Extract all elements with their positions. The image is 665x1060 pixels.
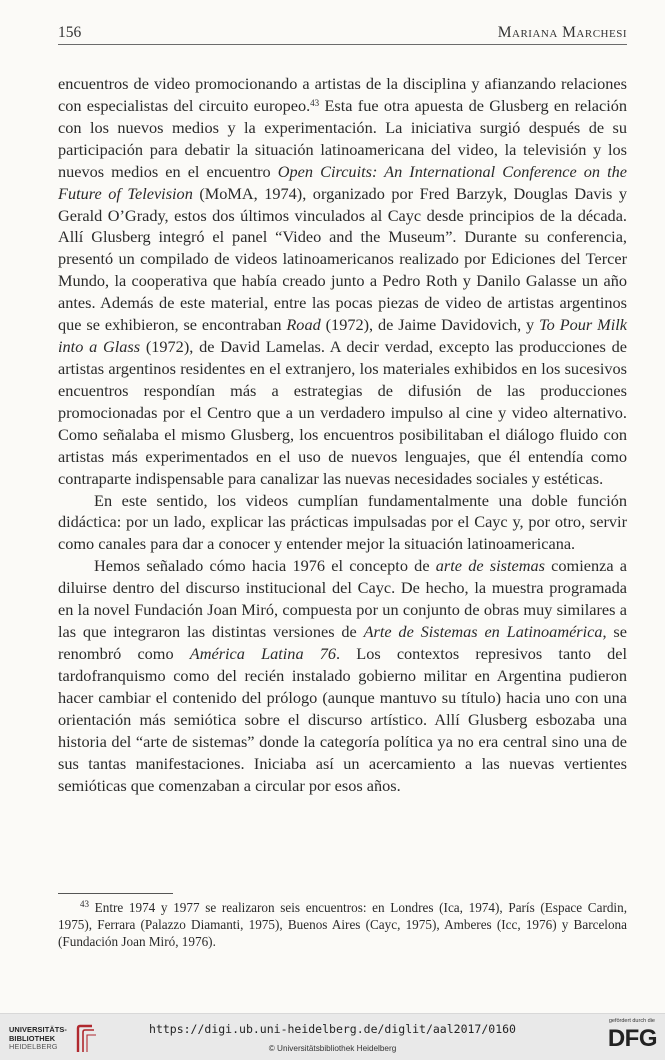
paragraph-2: En este sentido, los videos cumplían fundamentalmente una doble función didáctica: por un lado, explicar las prácticas impulsadas por el Cayc y, por otro, servir como canales para dar a conocer y entender mejor la situación latinoamericana. xyxy=(58,490,627,554)
library-line-3: HEIDELBERG xyxy=(9,1042,58,1052)
p3-text-4: . Los contextos represivos tanto del tardofranquismo como del recién instalado gobierno militar en Argentina pudieron hacer cambiar el contenido del prólogo (aunque mantuvo su título) hacia uno con una orientación más semiótica sobre el discurso artístico. Allí Glusberg esbozaba una historia del “arte de sistemas” donde la categoría política ya no era central sino una de sus tantas manifestaciones. Iniciaba así un acercamiento a las nuevas vertientes semióticas que comenzaban a circular por esos años. xyxy=(58,643,628,795)
body-text xyxy=(58,73,627,796)
dfg-logo[interactable] xyxy=(591,1018,657,1056)
running-header xyxy=(58,22,627,45)
p1-text-3: (MoMA, 1974), organizado por Fred Barzyk, Douglas Davis y Gerald O’Grady, estos dos últimos vinculados al Cayc desde principios de la década. Allí Glusberg integró el panel “Video and the Museum”. Durante su conferencia, presentó un compilado de videos latinoamericanos realizado por Ediciones del Tercer Mundo, la cooperativa que había creado junto a Pedro Roth y Danilo Galasse un año antes. Además de este material, entre las pocas piezas de video de artistas argentinos que se exhibieron, se encontraban xyxy=(58,183,627,335)
footnote-ref-43[interactable]: 43 xyxy=(310,97,320,108)
p1-text-2: Esta fue otra apuesta de Glusberg en relación con los nuevos medios y la experimentación. La iniciativa surgió después de su participación para debatir la situación latinoamericana del video, la televisión y los nuevos medios en el encuentro xyxy=(58,95,627,181)
p1-text-1: encuentros de video promocionando a artistas de la disciplina y afianzando relaciones con especialistas del circuito europeo. xyxy=(58,74,627,115)
p3-text-1: Hemos señalado cómo hacia 1976 el concepto de xyxy=(94,556,436,576)
library-line-2: BIBLIOTHEK xyxy=(9,1033,56,1043)
copyright-notice: © Universitätsbibliothek Heidelberg xyxy=(268,1044,397,1053)
title-open-circuits: Open Circuits: An International Conference on the Future of Television xyxy=(58,161,627,203)
page-number: 156 xyxy=(58,24,82,41)
title-to-pour-milk: To Pour Milk into a Glass xyxy=(58,315,627,357)
digitization-footer xyxy=(0,1013,665,1060)
running-head-author: Mariana Marchesi xyxy=(497,24,627,41)
permalink-url[interactable]: https://digi.ub.uni-heidelberg.de/diglit/aal2017/0160 xyxy=(149,1022,516,1036)
paragraph-3 xyxy=(58,555,627,796)
title-road: Road xyxy=(286,315,321,335)
term-arte-de-sistemas: arte de sistemas xyxy=(435,556,545,576)
paragraph-1 xyxy=(58,73,627,490)
p3-text-2: comienza a diluirse dentro del discurso institucional del Cayc. De hecho, la muestra programada en la novel Fundación Joan Miró, compuesta por un conjunto de obras muy similares a las que integraron las distintas versiones de xyxy=(58,556,627,642)
dfg-wordmark: DFG xyxy=(607,1025,657,1052)
dfg-funded-by: gefördert durch die xyxy=(608,1018,655,1024)
p1-text-5: (1972), de David Lamelas. A decir verdad, excepto las producciones de artistas argentinos residentes en el extranjero, los materiales exhibidos en los sucesivos encuentros respondían más a estrategias de difusión de las producciones promocionadas por el Centro que a un verdadero impulso al cine y video alternativo. Como señalaba el mismo Glusberg, los encuentros posibilitaban el diálogo fluido con artistas más experimentados en el uso de nuevos lenguajes, que él entendía como contraparte indispensable para canalizar las nuevas necesidades sociales y estéticas. xyxy=(58,337,627,488)
title-america-latina-76: América Latina 76 xyxy=(189,643,337,663)
footnote-43 xyxy=(58,899,627,951)
library-line-1: UNIVERSITÄTS- xyxy=(9,1025,67,1034)
footnote-number: 43 xyxy=(80,899,89,909)
p3-text-3: , se renombró como xyxy=(58,622,627,663)
title-arte-de-sistemas-en-latinoamerica: Arte de Sistemas en Latinoamérica xyxy=(363,622,603,642)
p1-text-4: (1972), de Jaime Davidovich, y xyxy=(320,315,540,335)
footnote-text: Entre 1974 y 1977 se realizaron seis encuentros: en Londres (Ica, 1974), París (Espace Cardin, 1975), Ferrara (Palazzo Diamanti, 1975), Buenos Aires (Cayc, 1975), Amberes (Icc, 1976) y Barcelona (Fundación Joan Miró, 1976). xyxy=(58,900,627,950)
footnote-rule xyxy=(58,893,173,894)
